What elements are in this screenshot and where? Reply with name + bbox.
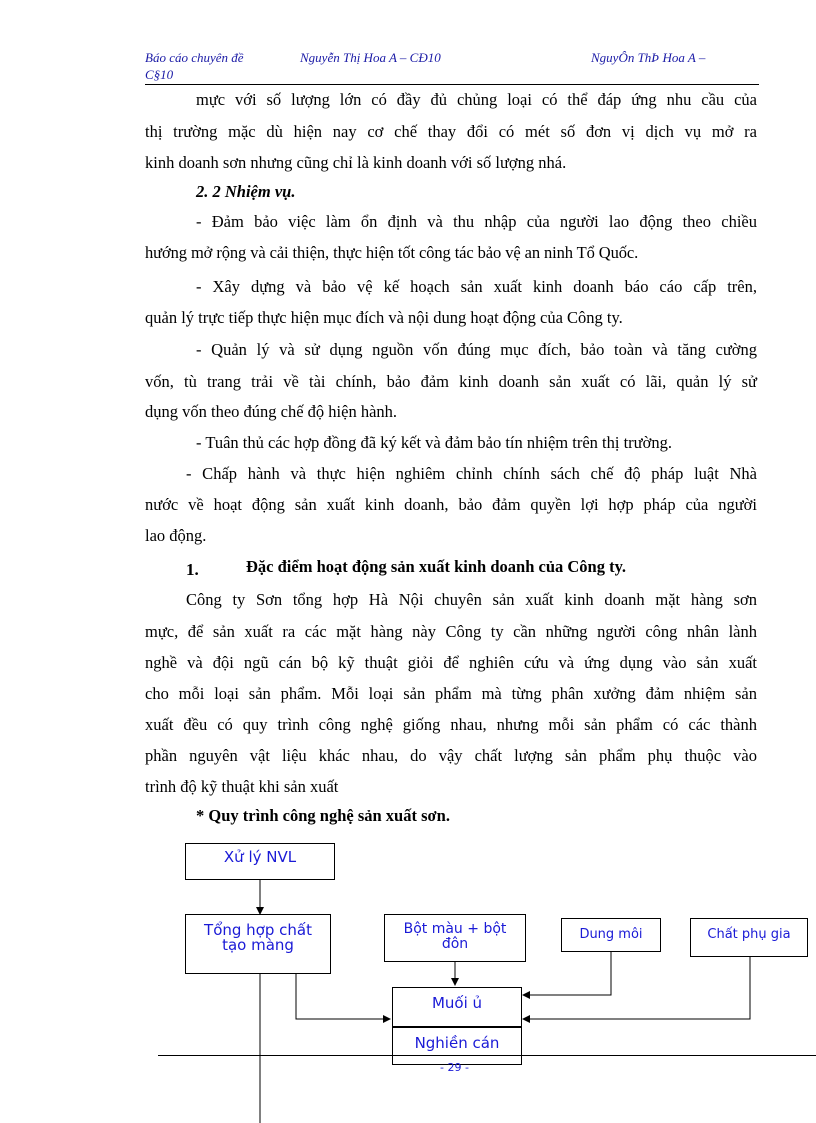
text-line: quản lý trực tiếp thực hiện mục đích và nội dung hoạt động của Công ty. — [145, 308, 623, 327]
text-line: Công ty Sơn tổng hợp Hà Nội chuyên sản xuất kinh doanh mặt hàng sơn — [186, 590, 757, 609]
text-line: mực, để sản xuất ra các mặt hàng này Công ty cần những người công nhân lành — [145, 622, 757, 641]
box-bot-mau: Bột màu + bột đôn — [384, 914, 526, 962]
box-muoi-u: Muối ủ — [392, 987, 522, 1027]
text-line: trình độ kỹ thuật khi sản xuất — [145, 777, 339, 796]
header-class: C§10 — [145, 67, 174, 82]
text-line: hướng mở rộng và cải thiện, thực hiện tốt công tác bảo vệ an ninh Tổ Quốc. — [145, 243, 639, 262]
box-dung-moi: Dung môi — [561, 918, 661, 952]
page-number: - 29 - — [440, 1061, 469, 1074]
text-line: nghề và đội ngũ cán bộ kỹ thuật giỏi để nghiên cứu và ứng dụng vào sản xuất — [145, 653, 757, 672]
text-line: nước về hoạt động sản xuất kinh doanh, bảo đảm quyền lợi hợp pháp của người — [145, 495, 757, 514]
text-line: - Quản lý và sử dụng nguồn vốn đúng mục đích, bảo toàn và tăng cường — [196, 340, 757, 359]
footer-divider — [158, 1055, 816, 1056]
text-line: thị trường mặc dù hiện nay cơ chế thay đổi có mét số đơn vị dịch vụ mở ra — [145, 122, 757, 141]
text-line: - Xây dựng và bảo vệ kế hoạch sản xuất kinh doanh báo cáo cấp trên, — [196, 277, 757, 296]
header-author: Nguyễn Thị Hoa A – CĐ10 — [300, 50, 441, 65]
box-tong-hop-chat-tao-mang: Tổng hợp chất tạo màng — [185, 914, 331, 974]
text-line: - Tuân thủ các hợp đồng đã ký kết và đảm bảo tín nhiệm trên thị trường. — [196, 433, 672, 452]
text-line: - Chấp hành và thực hiện nghiêm chỉnh chính sách chế độ pháp luật Nhà — [186, 464, 757, 483]
section-title: 2. 2 Nhiệm vụ. — [196, 182, 296, 201]
heading-number: 1. — [186, 560, 199, 579]
text-line: - Đảm bảo việc làm ổn định và thu nhập của người lao động theo chiều — [196, 212, 757, 231]
text-line: kinh doanh sơn nhưng cũng chỉ là kinh doanh với số lượng nhá. — [145, 153, 567, 172]
text-line: lao động. — [145, 526, 207, 545]
text-line: cho mỗi loại sản phẩm. Mỗi loại sản phẩm mà từng phân xưởng đảm nhiệm sản — [145, 684, 757, 703]
header-report-title: Báo cáo chuyên đề — [145, 50, 244, 65]
box-nghien-can: Nghiền cán — [392, 1027, 522, 1065]
text-line: xuất đều có quy trình công nghệ giống nhau, nhưng mỗi sản phẩm có các thành — [145, 715, 757, 734]
box-chat-phu-gia: Chất phụ gia — [690, 918, 808, 957]
box-xu-ly-nvl: Xử lý NVL — [185, 843, 335, 880]
text-line: mực với số lượng lớn có đầy đủ chủng loại có thể đáp ứng nhu cầu của — [196, 90, 757, 109]
heading-title: Đặc điểm hoạt động sản xuất kinh doanh của Công ty. — [246, 557, 627, 576]
text-line: vốn, tù trang trải về tài chính, bảo đảm kinh doanh sản xuất có lãi, quản lý sử — [145, 372, 757, 391]
header-author-encoded: NguyÔn ThÞ Hoa A – — [591, 50, 706, 65]
text-line: phần nguyên vật liệu khác nhau, do vậy chất lượng sản phẩm phụ thuộc vào — [145, 746, 757, 765]
arrow-phugia-muoiu — [523, 957, 750, 1019]
text-line: dụng vốn theo đúng chế độ hiện hành. — [145, 402, 398, 421]
arrow-dungmoi-muoiu — [523, 952, 611, 995]
process-title: * Quy trình công nghệ sản xuất sơn. — [196, 806, 450, 825]
